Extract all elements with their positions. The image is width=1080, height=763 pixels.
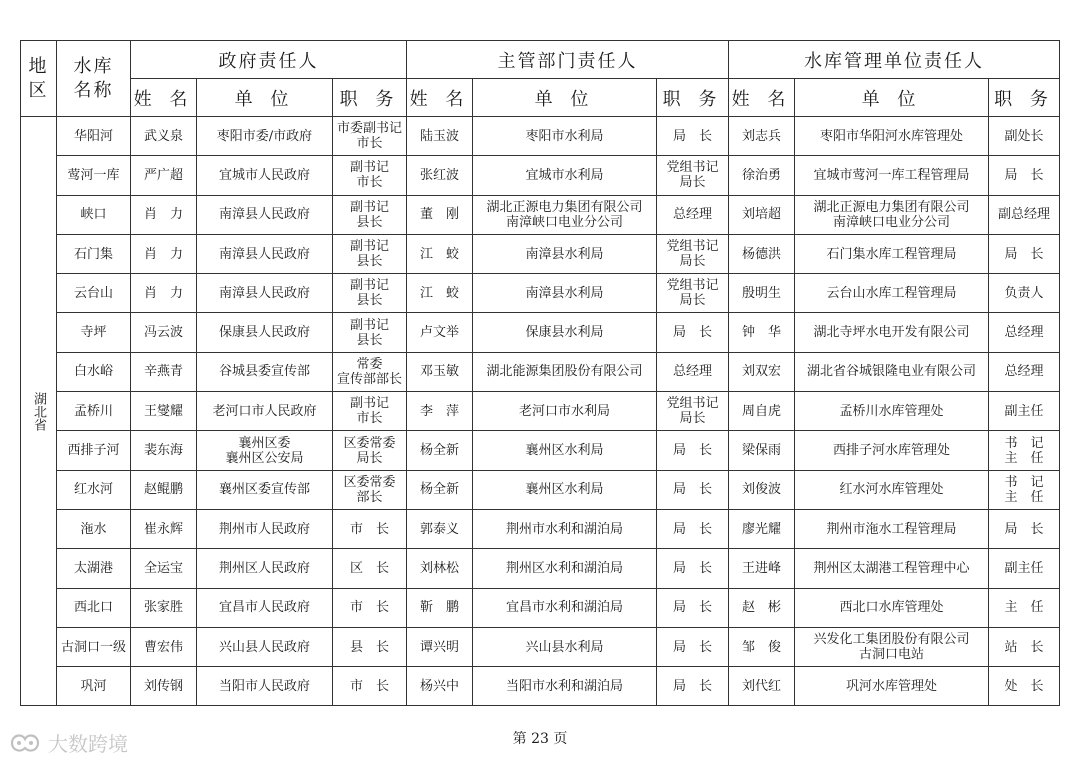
gov-person-name-cell: 辛燕青 [131, 352, 197, 391]
mgmt-post-cell: 处 长 [989, 667, 1060, 706]
header-mgmt-responsible: 水库管理单位责任人 [729, 41, 1060, 79]
dept-person-name-cell: 江 蛟 [407, 274, 473, 313]
gov-post-cell: 常委 宣传部部长 [333, 352, 407, 391]
mgmt-unit-cell: 湖北寺坪水电开发有限公司 [795, 313, 989, 352]
mgmt-post-cell: 副总经理 [989, 195, 1060, 234]
mgmt-person-name-cell: 刘双宏 [729, 352, 795, 391]
dept-person-name-cell: 郭泰义 [407, 509, 473, 548]
dept-unit-cell: 保康县水利局 [473, 313, 657, 352]
gov-post-cell: 区 长 [333, 549, 407, 588]
dept-post-cell: 局 长 [657, 470, 729, 509]
gov-unit-cell: 兴山县人民政府 [197, 627, 333, 666]
mgmt-post-cell: 负责人 [989, 274, 1060, 313]
dept-unit-cell: 宜城市水利局 [473, 156, 657, 195]
table-row [21, 509, 1060, 548]
reservoir-name-cell: 沲水 [57, 509, 131, 548]
gov-person-name-cell: 严广超 [131, 156, 197, 195]
dept-post-cell: 总经理 [657, 352, 729, 391]
gov-post-cell: 区委常委 局长 [333, 431, 407, 470]
header-gov-post: 职 务 [333, 79, 407, 117]
reservoir-name-cell: 太湖港 [57, 549, 131, 588]
dept-person-name-cell: 刘林松 [407, 549, 473, 588]
header-gov-responsible: 政府责任人 [131, 41, 407, 79]
dept-unit-cell: 枣阳市水利局 [473, 117, 657, 156]
gov-person-name-cell: 王燮耀 [131, 392, 197, 431]
watermark-text: 大数跨境 [48, 732, 128, 756]
table-row [21, 392, 1060, 431]
table-row [21, 352, 1060, 391]
reservoir-name-cell: 孟桥川 [57, 392, 131, 431]
mgmt-post-cell: 站 长 [989, 627, 1060, 666]
gov-person-name-cell: 赵鲲鹏 [131, 470, 197, 509]
mgmt-person-name-cell: 周自虎 [729, 392, 795, 431]
mgmt-person-name-cell: 邹 俊 [729, 627, 795, 666]
mgmt-post-cell: 总经理 [989, 352, 1060, 391]
gov-post-cell: 副书记 县长 [333, 274, 407, 313]
page-number: 第 23 页 [512, 731, 568, 747]
gov-unit-cell: 荆州市人民政府 [197, 509, 333, 548]
gov-unit-cell: 宜昌市人民政府 [197, 588, 333, 627]
dept-post-cell: 局 长 [657, 509, 729, 548]
dept-unit-cell: 荆州市水利和湖泊局 [473, 509, 657, 548]
gov-post-cell: 副书记 县长 [333, 234, 407, 273]
dept-person-name-cell: 杨全新 [407, 431, 473, 470]
dept-post-cell: 党组书记 局长 [657, 234, 729, 273]
dept-unit-cell: 荆州区水利和湖泊局 [473, 549, 657, 588]
gov-unit-cell: 襄州区委 襄州区公安局 [197, 431, 333, 470]
gov-unit-cell: 当阳市人民政府 [197, 667, 333, 706]
dept-post-cell: 局 长 [657, 313, 729, 352]
table-row [21, 117, 1060, 156]
dept-person-name-cell: 谭兴明 [407, 627, 473, 666]
gov-person-name-cell: 曹宏伟 [131, 627, 197, 666]
header-region: 地 区 [21, 41, 57, 117]
gov-person-name-cell: 全运宝 [131, 549, 197, 588]
gov-unit-cell: 枣阳市委/市政府 [197, 117, 333, 156]
header-reservoir-name: 水库 名称 [57, 41, 131, 117]
mgmt-person-name-cell: 刘培超 [729, 195, 795, 234]
dept-unit-cell: 湖北能源集团股份有限公司 [473, 352, 657, 391]
dept-person-name-cell: 江 蛟 [407, 234, 473, 273]
mgmt-unit-cell: 湖北省谷城银隆电业有限公司 [795, 352, 989, 391]
dept-post-cell: 局 长 [657, 117, 729, 156]
reservoir-name-cell: 巩河 [57, 667, 131, 706]
table-row [21, 549, 1060, 588]
mgmt-person-name-cell: 梁保雨 [729, 431, 795, 470]
gov-person-name-cell: 肖 力 [131, 234, 197, 273]
mgmt-person-name-cell: 廖光耀 [729, 509, 795, 548]
reservoir-name-cell: 西北口 [57, 588, 131, 627]
dept-unit-cell: 襄州区水利局 [473, 470, 657, 509]
dept-post-cell: 总经理 [657, 195, 729, 234]
gov-post-cell: 副书记 市长 [333, 392, 407, 431]
mgmt-person-name-cell: 王进峰 [729, 549, 795, 588]
gov-post-cell: 区委常委 部长 [333, 470, 407, 509]
reservoir-name-cell: 寺坪 [57, 313, 131, 352]
reservoir-name-cell: 古洞口一级 [57, 627, 131, 666]
header-mgmt-name: 姓 名 [729, 79, 795, 117]
dept-unit-cell: 老河口市水利局 [473, 392, 657, 431]
header-row-columns [21, 79, 1060, 117]
gov-post-cell: 市 长 [333, 588, 407, 627]
dept-unit-cell: 宜昌市水利和湖泊局 [473, 588, 657, 627]
dept-unit-cell: 南漳县水利局 [473, 234, 657, 273]
gov-unit-cell: 襄州区委宣传部 [197, 470, 333, 509]
gov-unit-cell: 宜城市人民政府 [197, 156, 333, 195]
mgmt-unit-cell: 宜城市莺河一库工程管理局 [795, 156, 989, 195]
mgmt-unit-cell: 湖北正源电力集团有限公司 南漳峡口电业分公司 [795, 195, 989, 234]
header-dept-unit: 单 位 [473, 79, 657, 117]
mgmt-post-cell: 局 长 [989, 234, 1060, 273]
table-row [21, 588, 1060, 627]
gov-unit-cell: 谷城县委宣传部 [197, 352, 333, 391]
mgmt-post-cell: 主 任 [989, 588, 1060, 627]
reservoir-name-cell: 峡口 [57, 195, 131, 234]
mgmt-unit-cell: 云台山水库工程管理局 [795, 274, 989, 313]
mgmt-person-name-cell: 刘俊波 [729, 470, 795, 509]
mgmt-person-name-cell: 刘志兵 [729, 117, 795, 156]
mgmt-unit-cell: 荆州区太湖港工程管理中心 [795, 549, 989, 588]
gov-person-name-cell: 武义泉 [131, 117, 197, 156]
table-row [21, 470, 1060, 509]
table-row [21, 627, 1060, 666]
reservoir-name-cell: 红水河 [57, 470, 131, 509]
dept-post-cell: 局 长 [657, 627, 729, 666]
dept-post-cell: 局 长 [657, 667, 729, 706]
dept-person-name-cell: 邓玉敏 [407, 352, 473, 391]
gov-unit-cell: 保康县人民政府 [197, 313, 333, 352]
gov-person-name-cell: 肖 力 [131, 195, 197, 234]
reservoir-responsibility-table [20, 40, 1060, 706]
gov-post-cell: 副书记 市长 [333, 156, 407, 195]
header-mgmt-post: 职 务 [989, 79, 1060, 117]
table-row [21, 274, 1060, 313]
gov-person-name-cell: 张家胜 [131, 588, 197, 627]
dept-person-name-cell: 李 萍 [407, 392, 473, 431]
reservoir-name-cell: 莺河一库 [57, 156, 131, 195]
gov-post-cell: 市委副书记 市长 [333, 117, 407, 156]
dept-unit-cell: 当阳市水利和湖泊局 [473, 667, 657, 706]
mgmt-post-cell: 副处长 [989, 117, 1060, 156]
dept-post-cell: 局 长 [657, 588, 729, 627]
mgmt-unit-cell: 石门集水库工程管理局 [795, 234, 989, 273]
gov-unit-cell: 南漳县人民政府 [197, 234, 333, 273]
gov-unit-cell: 老河口市人民政府 [197, 392, 333, 431]
table-row [21, 234, 1060, 273]
header-dept-post: 职 务 [657, 79, 729, 117]
mgmt-post-cell: 书 记 主 任 [989, 470, 1060, 509]
mgmt-person-name-cell: 殷明生 [729, 274, 795, 313]
dept-unit-cell: 南漳县水利局 [473, 274, 657, 313]
region-cell: 湖北省 [21, 117, 57, 706]
dept-post-cell: 局 长 [657, 549, 729, 588]
dept-person-name-cell: 陆玉波 [407, 117, 473, 156]
reservoir-name-cell: 华阳河 [57, 117, 131, 156]
mgmt-person-name-cell: 徐治勇 [729, 156, 795, 195]
dept-post-cell: 党组书记 局长 [657, 274, 729, 313]
reservoir-name-cell: 石门集 [57, 234, 131, 273]
mgmt-person-name-cell: 钟 华 [729, 313, 795, 352]
header-dept-responsible: 主管部门责任人 [407, 41, 729, 79]
mgmt-unit-cell: 巩河水库管理处 [795, 667, 989, 706]
gov-unit-cell: 荆州区人民政府 [197, 549, 333, 588]
table-row [21, 195, 1060, 234]
mgmt-post-cell: 副主任 [989, 549, 1060, 588]
mgmt-post-cell: 副主任 [989, 392, 1060, 431]
gov-post-cell: 副书记 县长 [333, 313, 407, 352]
header-dept-name: 姓 名 [407, 79, 473, 117]
mgmt-person-name-cell: 刘代红 [729, 667, 795, 706]
mgmt-unit-cell: 兴发化工集团股份有限公司 古洞口电站 [795, 627, 989, 666]
gov-unit-cell: 南漳县人民政府 [197, 195, 333, 234]
dept-unit-cell: 襄州区水利局 [473, 431, 657, 470]
header-gov-name: 姓 名 [131, 79, 197, 117]
dept-person-name-cell: 卢文举 [407, 313, 473, 352]
gov-person-name-cell: 肖 力 [131, 274, 197, 313]
gov-person-name-cell: 冯云波 [131, 313, 197, 352]
dept-person-name-cell: 杨全新 [407, 470, 473, 509]
mgmt-unit-cell: 红水河水库管理处 [795, 470, 989, 509]
dept-unit-cell: 湖北正源电力集团有限公司 南漳峡口电业分公司 [473, 195, 657, 234]
gov-person-name-cell: 裴东海 [131, 431, 197, 470]
dept-unit-cell: 兴山县水利局 [473, 627, 657, 666]
gov-post-cell: 市 长 [333, 509, 407, 548]
mgmt-unit-cell: 枣阳市华阳河水库管理处 [795, 117, 989, 156]
header-gov-unit: 单 位 [197, 79, 333, 117]
mgmt-post-cell: 书 记 主 任 [989, 431, 1060, 470]
table-row [21, 313, 1060, 352]
mgmt-unit-cell: 西排子河水库管理处 [795, 431, 989, 470]
dept-person-name-cell: 杨兴中 [407, 667, 473, 706]
header-mgmt-unit: 单 位 [795, 79, 989, 117]
mgmt-post-cell: 局 长 [989, 156, 1060, 195]
gov-post-cell: 副书记 县长 [333, 195, 407, 234]
dept-person-name-cell: 张红波 [407, 156, 473, 195]
dept-post-cell: 党组书记 局长 [657, 156, 729, 195]
reservoir-name-cell: 白水峪 [57, 352, 131, 391]
table-row [21, 667, 1060, 706]
reservoir-name-cell: 西排子河 [57, 431, 131, 470]
gov-post-cell: 市 长 [333, 667, 407, 706]
table-row [21, 156, 1060, 195]
gov-person-name-cell: 刘传钢 [131, 667, 197, 706]
mgmt-post-cell: 总经理 [989, 313, 1060, 352]
mgmt-unit-cell: 荆州市沲水工程管理局 [795, 509, 989, 548]
table-row [21, 431, 1060, 470]
gov-unit-cell: 南漳县人民政府 [197, 274, 333, 313]
mgmt-unit-cell: 孟桥川水库管理处 [795, 392, 989, 431]
dept-post-cell: 局 长 [657, 431, 729, 470]
mgmt-person-name-cell: 赵 彬 [729, 588, 795, 627]
gov-person-name-cell: 崔永辉 [131, 509, 197, 548]
gov-post-cell: 县 长 [333, 627, 407, 666]
reservoir-name-cell: 云台山 [57, 274, 131, 313]
dept-post-cell: 党组书记 局长 [657, 392, 729, 431]
dept-person-name-cell: 董 刚 [407, 195, 473, 234]
header-row-groups [21, 41, 1060, 79]
mgmt-person-name-cell: 杨德洪 [729, 234, 795, 273]
mgmt-post-cell: 局 长 [989, 509, 1060, 548]
dept-person-name-cell: 靳 鹏 [407, 588, 473, 627]
mgmt-unit-cell: 西北口水库管理处 [795, 588, 989, 627]
